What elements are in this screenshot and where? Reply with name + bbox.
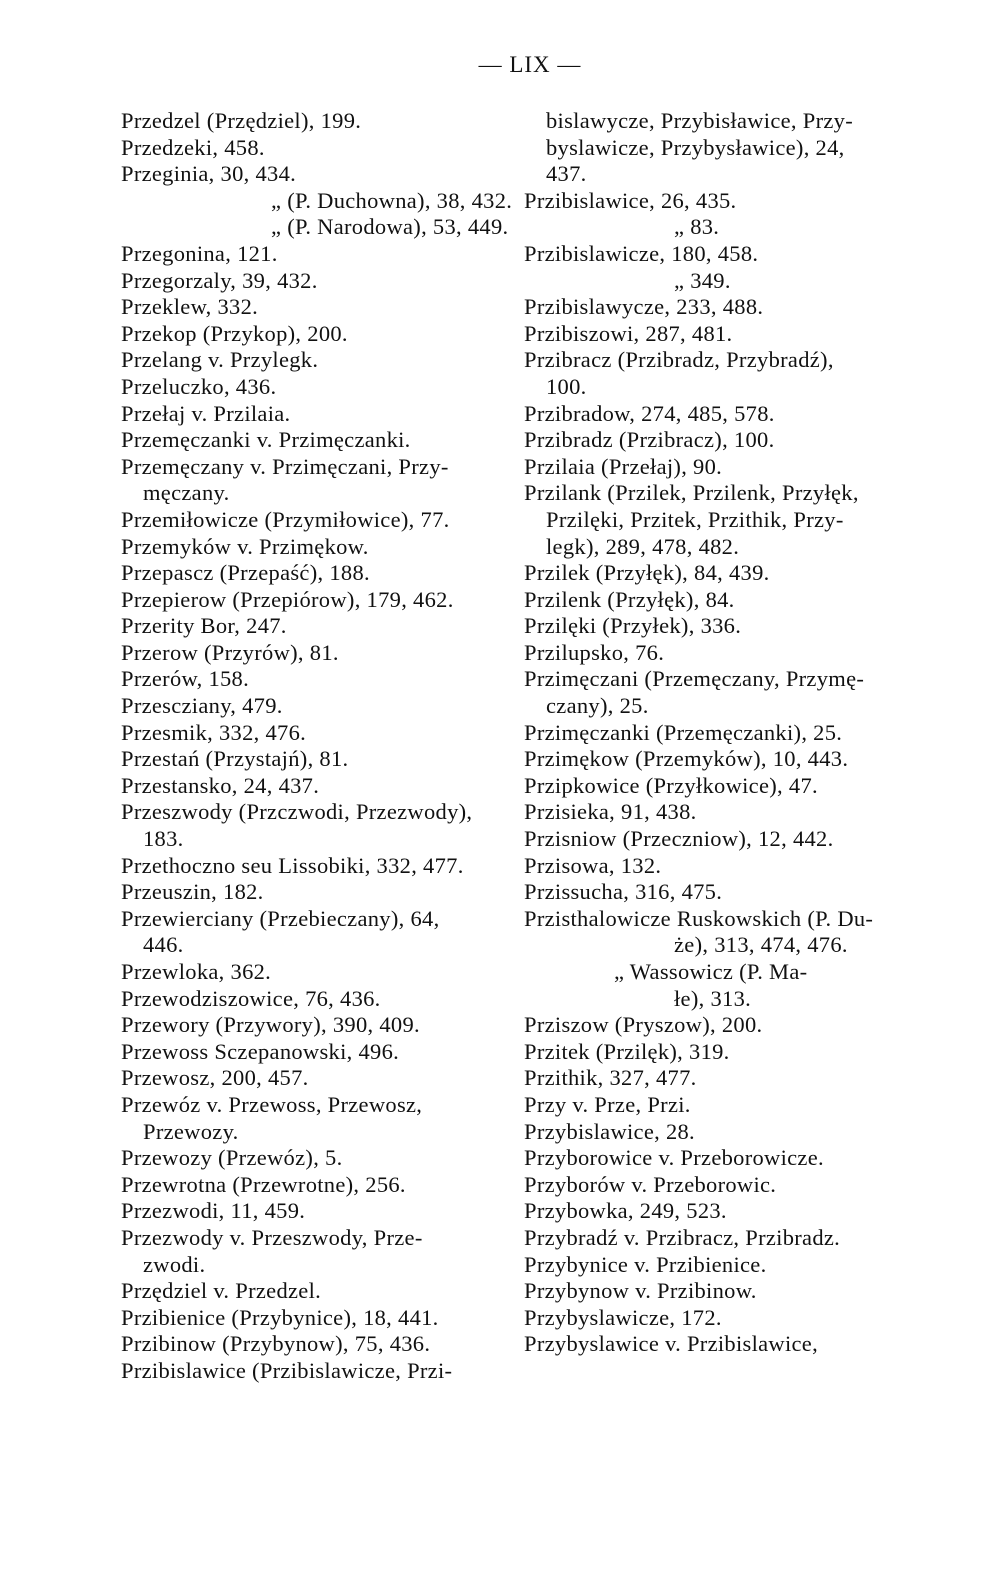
index-entry: Przilaia (Przełaj), 90. [524,453,723,479]
index-entry: Przewoss Sczepanowski, 496. [121,1038,400,1064]
index-entry: Przybynow v. Przibinow. [524,1278,757,1304]
index-entry: Przemiłowicze (Przymiłowice), 77. [121,506,450,532]
index-entry: Przilupsko, 76. [524,639,665,665]
index-entry: Przimęczanki (Przemęczanki), 25. [524,719,843,745]
index-entry-continued: byslawicze, Przybysławice), 24, [546,134,845,160]
right-column [524,108,924,1358]
index-entry: Przibracz (Przibradz, Przybradź), [524,347,834,373]
index-entry: Przemęczany v. Przimęczani, Przy- [121,453,449,479]
index-entry: Przibradow, 274, 485, 578. [524,400,775,426]
index-entry-continued: czany), 25. [546,693,649,719]
index-entry: „ (P. Narodowa), 53, 449. [271,214,509,240]
index-entry-continued: Przilęki, Przitek, Przithik, Przy- [546,506,844,532]
index-entry: Przemyków v. Przimękow. [121,533,369,559]
index-entry: Przewierciany (Przebieczany), 64, [121,905,440,931]
index-entry-continued: bislawycze, Przybisławice, Przy- [546,108,853,133]
index-entry: Przisthalowicze Ruskowskich (P. Du- [524,905,874,931]
index-entry: Przezwody v. Przeszwody, Prze- [121,1224,423,1250]
index-entry-continued: Przewozy. [143,1118,239,1144]
index-entry: Przerów, 158. [121,666,250,692]
index-entry-continued: zwodi. [143,1251,206,1277]
index-entry: Przesczіany, 479. [121,693,283,719]
index-entry: Przisniow (Przeczniow), 12, 442. [524,826,834,852]
index-entry: Przewodziszowice, 76, 436. [121,985,381,1011]
index-entry: Przybynice v. Przibienice. [524,1251,767,1277]
index-entry: Przibislawycze, 233, 488. [524,294,764,320]
index-entry-continued: że), 313, 474, 476. [674,932,848,958]
index-entry: Przestansko, 24, 437. [121,772,320,798]
index-entry: Przerity Bor, 247. [121,613,287,639]
index-entry: Przibislawice, 26, 435. [524,187,737,213]
index-entry: Przekop (Przykop), 200. [121,320,348,346]
index-entry: Przybislawice, 28. [524,1118,695,1144]
index-entry: Przezwodi, 11, 459. [121,1198,306,1224]
index-entry: Przilank (Przilek, Przilenk, Przyłęk, [524,480,859,506]
left-column [121,108,521,1385]
index-entry: Przyborowice v. Przeborowicze. [524,1145,824,1171]
index-entry: Przipkowice (Przyłkowice), 47. [524,772,818,798]
index-entry: „ Wassowicz (P. Ma- [614,959,808,984]
index-entry: „ 349. [674,267,731,293]
index-entry: Przewozy (Przewóz), 5. [121,1145,343,1171]
index-entry-continued: 183. [143,826,184,852]
index-entry: Przibislawicze, 180, 458. [524,240,759,266]
page-header [0,52,1000,78]
index-entry: Przyborów v. Przeborowic. [524,1171,777,1197]
page-number: — LIX — [478,52,582,77]
index-entry: „ (P. Duchowna), 38, 432. [271,187,513,213]
index-entry: Przibienice (Przybynice), 18, 441. [121,1304,439,1330]
index-entry: Przіszow (Pryszow), 200. [524,1012,763,1038]
index-entry: Przitek (Przilęk), 319. [524,1038,730,1064]
index-entry: Przestań (Przystajń), 81. [121,746,349,772]
index-entry: Przibislawice (Przibislawicze, Przi- [121,1357,453,1383]
index-entry: Przeuszin, 182. [121,879,264,905]
index-entry: Przedzeki, 458. [121,134,265,160]
index-entry-continued: 100. [546,373,587,399]
index-entry: Przewloka, 362. [121,959,272,984]
index-entry: Przeklew, 332. [121,294,259,320]
index-entry: Przimęczani (Przemęczany, Przymę- [524,666,865,692]
index-entry: Przeluczko, 436. [121,373,277,399]
index-entry: Przissucha, 316, 475. [524,879,723,905]
index-entry: Przibinow (Przybynow), 75, 436. [121,1331,431,1357]
index-entry-continued: łe), 313. [674,985,752,1011]
index-entry: Przilek (Przyłęk), 84, 439. [524,560,770,586]
index-entry: Przithik, 327, 477. [524,1065,697,1091]
index-entry: Przelang v. Przylegk. [121,347,319,373]
index-entry: Przepierow (Przepiórow), 179, 462. [121,586,454,612]
index-entry: „ 83. [674,214,720,240]
index-entry: Przedzel (Przędziel), 199. [121,108,362,133]
index-entry: Przeszwody (Przczwodi, Przezwody), [121,799,473,825]
index-entry: Przewosz, 200, 457. [121,1065,309,1091]
index-entry: Przewóz v. Przewoss, Przewosz, [121,1091,423,1117]
index-entry: Przepascz (Przepaść), 188. [121,560,370,586]
index-entry: Przybyslawicze, 172. [524,1304,722,1330]
index-entry: Przemęczanki v. Przimęczanki. [121,427,411,453]
index-entry: Przesmik, 332, 476. [121,719,307,745]
index-entry: Przełaj v. Przilaia. [121,400,291,426]
index-entry: Przibiszowi, 287, 481. [524,320,733,346]
index-entry: Przewory (Przywory), 390, 409. [121,1012,420,1038]
index-entry: Przybyslawice v. Przibislawice, [524,1331,819,1357]
index-entry: Przisowa, 132. [524,852,662,878]
index-entry: Przilęki (Przyłek), 336. [524,613,742,639]
index-entry: Przegorzaly, 39, 432. [121,267,318,293]
index-entry: Przędziel v. Przedzel. [121,1278,322,1304]
index-entry: Przimękow (Przemyków), 10, 443. [524,746,849,772]
index-entry: Przeginia, 30, 434. [121,161,297,187]
index-entry-continued: legk), 289, 478, 482. [546,533,740,559]
index-entry-continued: 446. [143,932,184,958]
index-entry-continued: męczany. [143,480,230,506]
index-entry: Przewrotna (Przewrotne), 256. [121,1171,406,1197]
index-entry: Przisieka, 91, 438. [524,799,697,825]
index-entry: Przybradź v. Przibracz, Przibradz. [524,1224,841,1250]
index-entry: Przethoczno seu Lissobiki, 332, 477. [121,852,464,878]
index-entry: Przybowka, 249, 523. [524,1198,727,1224]
index-entry: Przerow (Przyrów), 81. [121,639,339,665]
index-entry: Przilenk (Przyłęk), 84. [524,586,735,612]
index-entry: Przy v. Prze, Przi. [524,1091,691,1117]
index-entry: Przegonina, 121. [121,240,278,266]
index-entry-continued: 437. [546,161,587,187]
index-entry: Przibradz (Przibracz), 100. [524,427,775,453]
